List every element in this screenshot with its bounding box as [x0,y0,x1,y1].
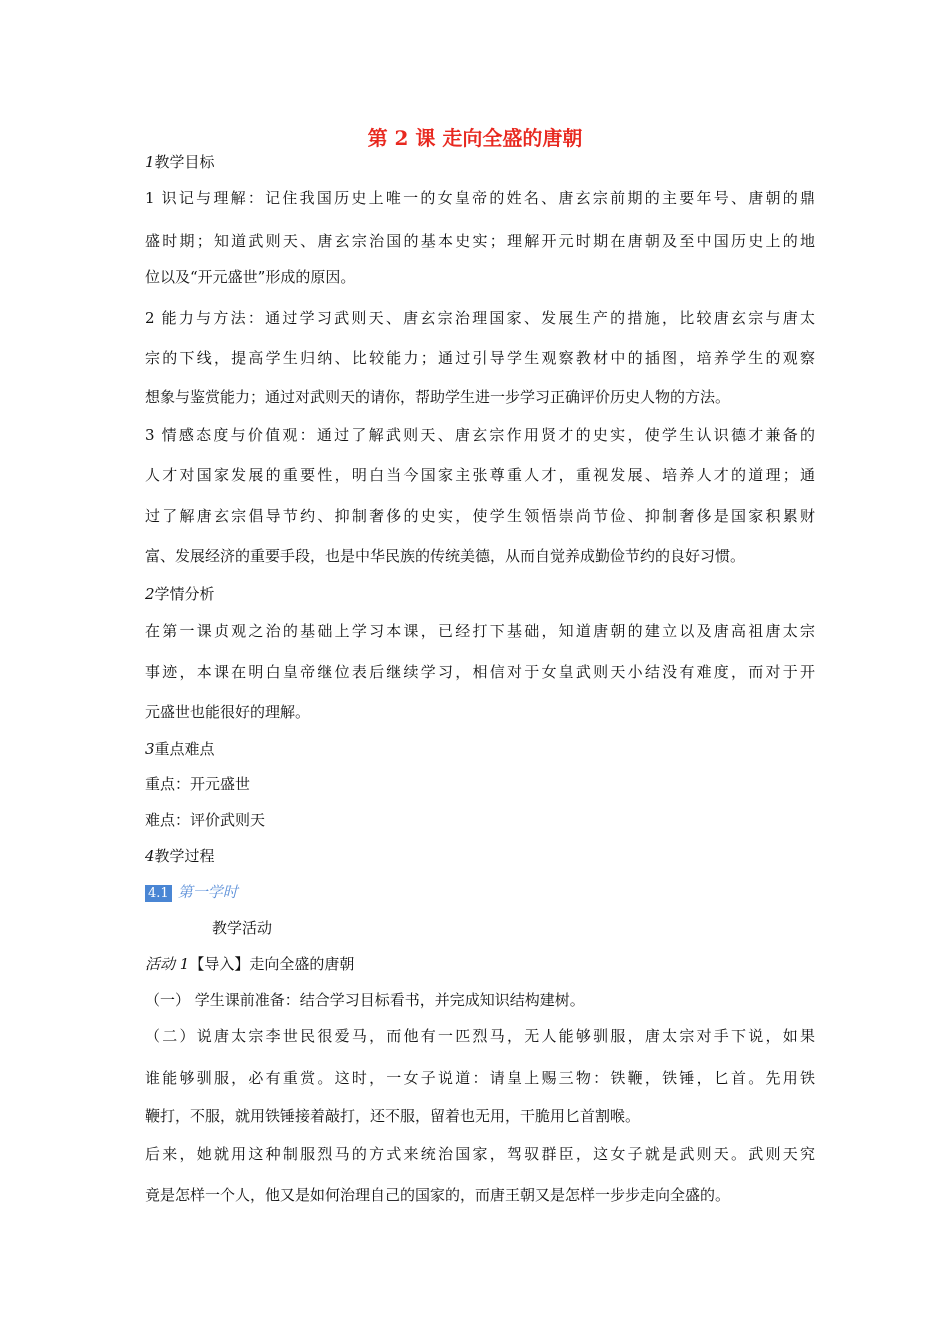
section-label: 教学过程 [154,847,215,865]
goal-3-line-1: 3 情感态度与价值观：通过了解武则天、唐玄宗作用贤才的史实，使学生认识德才兼备的 [145,426,815,444]
section-number: 4 [145,847,155,865]
goal-2-line-2: 宗的下线，提高学生归纳、比较能力；通过引导学生观察教材中的插图，培养学生的观察 [145,349,815,367]
goal-3-line-3: 过了解唐玄宗倡导节约、抑制奢侈的史实，使学生领悟崇尚节俭、抑制奢侈是国家积累财 [145,507,815,525]
section-label: 重点难点 [154,740,215,758]
key-point: 重点：开元盛世 [145,775,251,793]
section-heading-process [145,845,815,867]
subsection-title: 第一学时 [177,883,238,901]
page-title: 第 2 课 走向全盛的唐朝 [367,126,583,150]
process-paragraph-3-line-1: 后来，她就用这种制服烈马的方式来统治国家，驾驭群臣，这女子就是武则天。武则天究 [145,1145,815,1163]
process-paragraph-2-line-3: 鞭打，不服，就用铁锤接着敲打，还不服，留着也无用，干脆用匕首割喉。 [145,1107,641,1125]
activity-prefix: 活动 1 [145,955,190,973]
activity-title-line [145,953,815,975]
analysis-line-1: 在第一课贞观之治的基础上学习本课，已经打下基础，知道唐朝的建立以及唐高祖唐太宗 [145,622,815,640]
section-label: 学情分析 [154,585,215,603]
analysis-line-3: 元盛世也能很好的理解。 [145,703,311,721]
goal-2-line-3: 想象与鉴赏能力；通过对武则天的请你，帮助学生进一步学习正确评价历史人物的方法。 [145,388,731,406]
goal-2-line-1: 2 能力与方法：通过学习武则天、唐玄宗治理国家、发展生产的措施，比较唐玄宗与唐太 [145,309,815,327]
section-label: 教学目标 [154,153,215,171]
process-paragraph-2-line-1: （二）说唐太宗李世民很爱马，而他有一匹烈马，无人能够驯服，唐太宗对手下说，如果 [145,1027,815,1045]
activity-header: 教学活动 [212,919,273,937]
section-heading-keypoints [145,738,815,760]
difficult-point: 难点：评价武则天 [145,811,266,829]
goal-3-line-2: 人才对国家发展的重要性，明白当今国家主张尊重人才，重视发展、培养人才的道理；通 [145,466,815,484]
process-paragraph-1: （一） 学生课前准备：结合学习目标看书，并完成知识结构建树。 [145,991,585,1009]
section-number: 1 [145,153,155,171]
section-heading-goals [145,151,815,173]
activity-title: 【导入】走向全盛的唐朝 [189,955,355,973]
goal-3-line-4: 富、发展经济的重要手段，也是中华民族的传统美德，从而自觉养成勤俭节约的良好习惯。 [145,547,746,565]
goal-1-line-1: 1 识记与理解：记住我国历史上唯一的女皇帝的姓名、唐玄宗前期的主要年号、唐朝的鼎 [145,189,815,207]
section-heading-analysis [145,583,815,605]
goal-1-line-3: 位以及“开元盛世”形成的原因。 [145,268,356,286]
goal-1-line-2: 盛时期；知道武则天、唐玄宗治国的基本史实；理解开元时期在唐朝及至中国历史上的地 [145,232,815,250]
subsection-heading [145,881,815,903]
section-number: 2 [145,585,155,603]
analysis-line-2: 事迹，本课在明白皇帝继位表后继续学习，相信对于女皇武则天小结没有难度，而对于开 [145,663,815,681]
subsection-number: 4.1 [145,885,172,902]
section-number: 3 [145,740,155,758]
process-paragraph-2-line-2: 谁能够驯服，必有重赏。这时，一女子说道：请皇上赐三物：铁鞭，铁锤，匕首。先用铁 [145,1069,815,1087]
process-paragraph-3-line-2: 竟是怎样一个人，他又是如何治理自己的国家的，而唐王朝又是怎样一步步走向全盛的。 [145,1186,731,1204]
